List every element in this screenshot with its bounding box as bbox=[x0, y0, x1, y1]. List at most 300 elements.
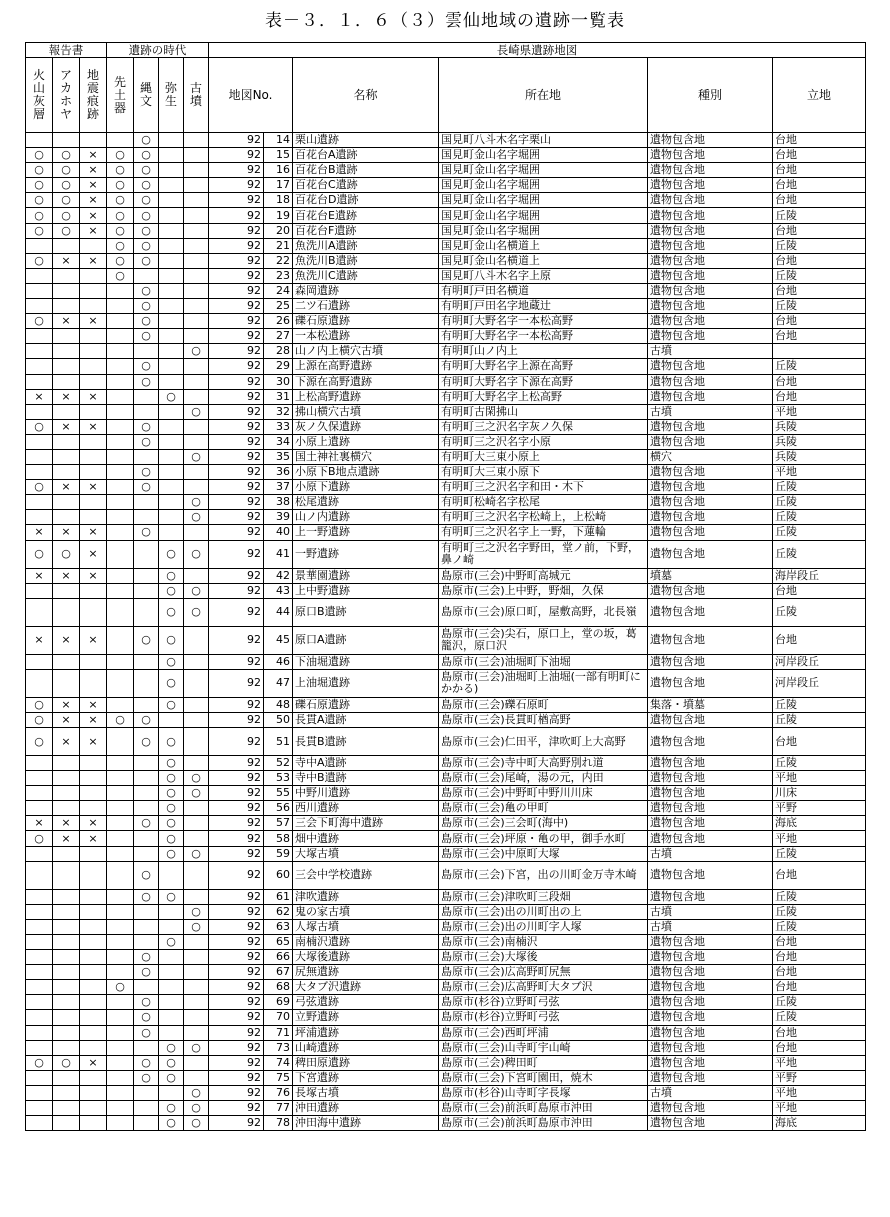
cell-map-number: 58 bbox=[264, 831, 293, 846]
cell-map-sheet: 92 bbox=[209, 329, 264, 344]
cell-map-sheet: 92 bbox=[209, 374, 264, 389]
cell-map-sheet: 92 bbox=[209, 510, 264, 525]
cell-yayoi bbox=[159, 995, 184, 1010]
cell-kofun bbox=[184, 1055, 209, 1070]
cell-location: 島原市(三会)油堀町上油堀(一部有明町にかかる) bbox=[439, 669, 648, 697]
cell-map-sheet: 92 bbox=[209, 223, 264, 238]
cell-yayoi bbox=[159, 465, 184, 480]
col-header-quake-label: 地震痕跡 bbox=[87, 68, 100, 121]
cell-map-sheet: 92 bbox=[209, 801, 264, 816]
cell-name: 南楠沢遺跡 bbox=[293, 934, 439, 949]
cell-akahoya bbox=[53, 980, 80, 995]
cell-map-sheet: 92 bbox=[209, 1040, 264, 1055]
cell-preceramic bbox=[107, 583, 134, 598]
cell-kofun bbox=[184, 568, 209, 583]
cell-quake: × bbox=[80, 223, 107, 238]
cell-map-number: 18 bbox=[264, 193, 293, 208]
table-row bbox=[26, 434, 866, 449]
cell-jomon: ○ bbox=[134, 163, 159, 178]
cell-ash bbox=[26, 980, 53, 995]
cell-akahoya bbox=[53, 1010, 80, 1025]
cell-type: 遺物包含地 bbox=[648, 238, 773, 253]
cell-kofun: ○ bbox=[184, 404, 209, 419]
cell-type: 遺物包含地 bbox=[648, 374, 773, 389]
cell-location: 島原市(三会)中野町中野川川床 bbox=[439, 786, 648, 801]
col-header-jomon-label: 縄文 bbox=[140, 81, 153, 108]
cell-akahoya: ○ bbox=[53, 148, 80, 163]
header-group-row bbox=[26, 43, 866, 58]
cell-quake bbox=[80, 934, 107, 949]
table-row bbox=[26, 904, 866, 919]
cell-type: 遺物包含地 bbox=[648, 223, 773, 238]
cell-map-number: 52 bbox=[264, 756, 293, 771]
cell-map-number: 67 bbox=[264, 965, 293, 980]
cell-jomon bbox=[134, 1040, 159, 1055]
cell-yayoi: ○ bbox=[159, 598, 184, 626]
cell-ash bbox=[26, 889, 53, 904]
cell-preceramic bbox=[107, 889, 134, 904]
cell-quake bbox=[80, 283, 107, 298]
cell-site: 平野 bbox=[773, 1070, 866, 1085]
cell-yayoi bbox=[159, 449, 184, 464]
cell-quake bbox=[80, 756, 107, 771]
cell-preceramic bbox=[107, 1116, 134, 1131]
cell-map-sheet: 92 bbox=[209, 583, 264, 598]
cell-name: 百花台A遺跡 bbox=[293, 148, 439, 163]
cell-quake bbox=[80, 268, 107, 283]
cell-map-number: 66 bbox=[264, 950, 293, 965]
cell-location: 有明町古閑拂山 bbox=[439, 404, 648, 419]
cell-site: 丘陵 bbox=[773, 919, 866, 934]
cell-quake: × bbox=[80, 712, 107, 727]
cell-ash: × bbox=[26, 816, 53, 831]
cell-map-number: 38 bbox=[264, 495, 293, 510]
cell-map-number: 57 bbox=[264, 816, 293, 831]
cell-quake: × bbox=[80, 148, 107, 163]
cell-yayoi: ○ bbox=[159, 934, 184, 949]
table-row bbox=[26, 1100, 866, 1115]
cell-kofun bbox=[184, 299, 209, 314]
table-row bbox=[26, 525, 866, 540]
cell-name: 百花台D遺跡 bbox=[293, 193, 439, 208]
cell-map-sheet: 92 bbox=[209, 1085, 264, 1100]
cell-quake: × bbox=[80, 314, 107, 329]
cell-map-number: 19 bbox=[264, 208, 293, 223]
cell-name: 魚洗川A遺跡 bbox=[293, 238, 439, 253]
cell-type: 遺物包含地 bbox=[648, 495, 773, 510]
cell-map-number: 77 bbox=[264, 1100, 293, 1115]
cell-location: 島原市(三会)上中野，野畑，久保 bbox=[439, 583, 648, 598]
cell-preceramic bbox=[107, 449, 134, 464]
cell-name: 大タブ沢遺跡 bbox=[293, 980, 439, 995]
cell-akahoya: ○ bbox=[53, 540, 80, 568]
cell-yayoi: ○ bbox=[159, 568, 184, 583]
cell-kofun bbox=[184, 669, 209, 697]
cell-site: 台地 bbox=[773, 980, 866, 995]
cell-site: 台地 bbox=[773, 950, 866, 965]
cell-akahoya: ○ bbox=[53, 208, 80, 223]
cell-ash bbox=[26, 919, 53, 934]
col-header-yayoi bbox=[159, 58, 184, 133]
cell-type: 遺物包含地 bbox=[648, 1055, 773, 1070]
cell-site: 台地 bbox=[773, 314, 866, 329]
cell-quake bbox=[80, 1040, 107, 1055]
cell-ash bbox=[26, 268, 53, 283]
cell-location: 有明町三之沢名字松崎上，上松崎 bbox=[439, 510, 648, 525]
cell-kofun: ○ bbox=[184, 495, 209, 510]
cell-site: 丘陵 bbox=[773, 1010, 866, 1025]
cell-type: 遺物包含地 bbox=[648, 465, 773, 480]
cell-yayoi bbox=[159, 208, 184, 223]
cell-type: 遺物包含地 bbox=[648, 950, 773, 965]
cell-kofun bbox=[184, 1025, 209, 1040]
cell-location: 島原市(三会)大塚後 bbox=[439, 950, 648, 965]
cell-jomon: ○ bbox=[134, 133, 159, 148]
cell-kofun bbox=[184, 712, 209, 727]
cell-yayoi bbox=[159, 525, 184, 540]
cell-location: 島原市(三会)津吹町三段畑 bbox=[439, 889, 648, 904]
cell-location: 島原市(三会)尾崎，湯の元，内田 bbox=[439, 771, 648, 786]
cell-jomon: ○ bbox=[134, 728, 159, 756]
report-group-header: 報告書 bbox=[26, 43, 107, 58]
cell-type: 遺物包含地 bbox=[648, 359, 773, 374]
cell-jomon: ○ bbox=[134, 283, 159, 298]
cell-site: 台地 bbox=[773, 133, 866, 148]
cell-site: 丘陵 bbox=[773, 846, 866, 861]
cell-location: 国見町金山名字堀囲 bbox=[439, 163, 648, 178]
cell-name: 山ノ内遺跡 bbox=[293, 510, 439, 525]
cell-jomon: ○ bbox=[134, 329, 159, 344]
cell-preceramic: ○ bbox=[107, 148, 134, 163]
cell-preceramic bbox=[107, 816, 134, 831]
cell-map-sheet: 92 bbox=[209, 178, 264, 193]
cell-yayoi bbox=[159, 965, 184, 980]
table-body bbox=[26, 133, 866, 1131]
cell-map-sheet: 92 bbox=[209, 712, 264, 727]
cell-akahoya: × bbox=[53, 419, 80, 434]
table-row bbox=[26, 786, 866, 801]
cell-location: 島原市(三会)広高野町大タブ沢 bbox=[439, 980, 648, 995]
cell-preceramic bbox=[107, 756, 134, 771]
cell-yayoi bbox=[159, 1025, 184, 1040]
cell-type: 遺物包含地 bbox=[648, 148, 773, 163]
period-group-header: 遺跡の時代 bbox=[107, 43, 209, 58]
cell-akahoya bbox=[53, 1040, 80, 1055]
cell-type: 遺物包含地 bbox=[648, 1040, 773, 1055]
cell-jomon bbox=[134, 831, 159, 846]
cell-location: 島原市(三会)仁田平，津吹町上大高野 bbox=[439, 728, 648, 756]
cell-kofun bbox=[184, 283, 209, 298]
cell-location: 島原市(三会)下宮，出の川町金万寺木崎 bbox=[439, 861, 648, 889]
cell-type: 遺物包含地 bbox=[648, 995, 773, 1010]
cell-type: 横穴 bbox=[648, 449, 773, 464]
cell-name: 松尾遺跡 bbox=[293, 495, 439, 510]
cell-site: 丘陵 bbox=[773, 904, 866, 919]
cell-jomon bbox=[134, 846, 159, 861]
cell-site: 丘陵 bbox=[773, 268, 866, 283]
cell-preceramic bbox=[107, 1055, 134, 1070]
cell-akahoya bbox=[53, 598, 80, 626]
cell-location: 島原市(三会)出の川町字人塚 bbox=[439, 919, 648, 934]
page-title: 表－３．１．６（３）雲仙地域の遺跡一覧表 bbox=[265, 11, 625, 31]
cell-preceramic bbox=[107, 598, 134, 626]
table-row bbox=[26, 419, 866, 434]
cell-jomon bbox=[134, 801, 159, 816]
cell-ash bbox=[26, 771, 53, 786]
cell-type: 遺物包含地 bbox=[648, 771, 773, 786]
cell-akahoya bbox=[53, 934, 80, 949]
cell-jomon: ○ bbox=[134, 359, 159, 374]
cell-name: 原口A遺跡 bbox=[293, 626, 439, 654]
cell-kofun bbox=[184, 178, 209, 193]
cell-akahoya bbox=[53, 965, 80, 980]
cell-name: 長塚古墳 bbox=[293, 1085, 439, 1100]
cell-akahoya bbox=[53, 1085, 80, 1100]
cell-kofun bbox=[184, 374, 209, 389]
col-header-name: 名称 bbox=[293, 58, 439, 133]
cell-name: 百花台C遺跡 bbox=[293, 178, 439, 193]
cell-map-number: 45 bbox=[264, 626, 293, 654]
cell-location: 有明町大三東小原上 bbox=[439, 449, 648, 464]
cell-name: 一野遺跡 bbox=[293, 540, 439, 568]
cell-location: 国見町金山名横道上 bbox=[439, 238, 648, 253]
cell-akahoya bbox=[53, 495, 80, 510]
cell-name: 国土神社裏横穴 bbox=[293, 449, 439, 464]
table-row bbox=[26, 253, 866, 268]
cell-site: 河岸段丘 bbox=[773, 654, 866, 669]
cell-yayoi: ○ bbox=[159, 801, 184, 816]
cell-quake bbox=[80, 495, 107, 510]
cell-jomon bbox=[134, 389, 159, 404]
cell-yayoi: ○ bbox=[159, 626, 184, 654]
cell-kofun: ○ bbox=[184, 786, 209, 801]
cell-map-sheet: 92 bbox=[209, 831, 264, 846]
table-row bbox=[26, 344, 866, 359]
cell-type: 遺物包含地 bbox=[648, 253, 773, 268]
table-row bbox=[26, 1025, 866, 1040]
cell-site: 兵陵 bbox=[773, 449, 866, 464]
cell-preceramic bbox=[107, 1025, 134, 1040]
cell-akahoya: × bbox=[53, 831, 80, 846]
cell-ash: ○ bbox=[26, 193, 53, 208]
cell-akahoya bbox=[53, 904, 80, 919]
cell-quake: × bbox=[80, 540, 107, 568]
cell-ash bbox=[26, 583, 53, 598]
cell-map-number: 70 bbox=[264, 1010, 293, 1025]
cell-yayoi bbox=[159, 329, 184, 344]
cell-akahoya: ○ bbox=[53, 1055, 80, 1070]
cell-akahoya bbox=[53, 771, 80, 786]
cell-type: 集落・墳墓 bbox=[648, 697, 773, 712]
table-row bbox=[26, 1010, 866, 1025]
cell-quake: × bbox=[80, 193, 107, 208]
cell-location: 島原市(三会)西町坪浦 bbox=[439, 1025, 648, 1040]
table-row bbox=[26, 510, 866, 525]
cell-ash: ○ bbox=[26, 831, 53, 846]
cell-quake bbox=[80, 950, 107, 965]
cell-name: 山ノ内上横穴古墳 bbox=[293, 344, 439, 359]
cell-map-number: 40 bbox=[264, 525, 293, 540]
cell-site: 丘陵 bbox=[773, 238, 866, 253]
cell-site: 丘陵 bbox=[773, 697, 866, 712]
cell-map-number: 34 bbox=[264, 434, 293, 449]
cell-type: 遺物包含地 bbox=[648, 786, 773, 801]
cell-preceramic bbox=[107, 904, 134, 919]
cell-jomon bbox=[134, 756, 159, 771]
cell-jomon: ○ bbox=[134, 626, 159, 654]
cell-site: 台地 bbox=[773, 1025, 866, 1040]
cell-jomon: ○ bbox=[134, 480, 159, 495]
cell-preceramic bbox=[107, 1070, 134, 1085]
cell-type: 古墳 bbox=[648, 919, 773, 934]
cell-akahoya bbox=[53, 1025, 80, 1040]
cell-map-number: 41 bbox=[264, 540, 293, 568]
cell-ash: ○ bbox=[26, 712, 53, 727]
cell-map-sheet: 92 bbox=[209, 669, 264, 697]
cell-map-sheet: 92 bbox=[209, 525, 264, 540]
cell-kofun bbox=[184, 626, 209, 654]
cell-kofun bbox=[184, 268, 209, 283]
cell-kofun: ○ bbox=[184, 771, 209, 786]
cell-kofun: ○ bbox=[184, 919, 209, 934]
cell-map-sheet: 92 bbox=[209, 299, 264, 314]
cell-kofun bbox=[184, 1070, 209, 1085]
cell-jomon: ○ bbox=[134, 178, 159, 193]
cell-ash: × bbox=[26, 389, 53, 404]
cell-name: 西川遺跡 bbox=[293, 801, 439, 816]
cell-site: 丘陵 bbox=[773, 712, 866, 727]
cell-preceramic bbox=[107, 495, 134, 510]
cell-type: 遺物包含地 bbox=[648, 1100, 773, 1115]
cell-name: 三会中学校遺跡 bbox=[293, 861, 439, 889]
cell-ash bbox=[26, 846, 53, 861]
cell-kofun: ○ bbox=[184, 598, 209, 626]
cell-akahoya bbox=[53, 1100, 80, 1115]
cell-yayoi bbox=[159, 268, 184, 283]
cell-yayoi: ○ bbox=[159, 1116, 184, 1131]
cell-yayoi bbox=[159, 919, 184, 934]
cell-yayoi: ○ bbox=[159, 771, 184, 786]
cell-location: 島原市(杉谷)立野町弓弦 bbox=[439, 995, 648, 1010]
cell-map-number: 73 bbox=[264, 1040, 293, 1055]
cell-akahoya bbox=[53, 1070, 80, 1085]
table-row bbox=[26, 1085, 866, 1100]
cell-preceramic bbox=[107, 995, 134, 1010]
cell-map-number: 42 bbox=[264, 568, 293, 583]
cell-yayoi: ○ bbox=[159, 1055, 184, 1070]
cell-quake: × bbox=[80, 831, 107, 846]
cell-map-sheet: 92 bbox=[209, 861, 264, 889]
cell-preceramic bbox=[107, 344, 134, 359]
cell-map-number: 63 bbox=[264, 919, 293, 934]
cell-preceramic bbox=[107, 568, 134, 583]
table-row bbox=[26, 238, 866, 253]
col-header-yayoi-label: 弥生 bbox=[165, 81, 178, 108]
cell-preceramic: ○ bbox=[107, 712, 134, 727]
cell-name: 人塚古墳 bbox=[293, 919, 439, 934]
cell-yayoi bbox=[159, 178, 184, 193]
cell-type: 遺物包含地 bbox=[648, 1010, 773, 1025]
cell-name: 沖田海中遺跡 bbox=[293, 1116, 439, 1131]
table-row bbox=[26, 223, 866, 238]
cell-site: 平地 bbox=[773, 1055, 866, 1070]
cell-quake bbox=[80, 583, 107, 598]
cell-preceramic bbox=[107, 697, 134, 712]
cell-kofun bbox=[184, 148, 209, 163]
cell-map-sheet: 92 bbox=[209, 495, 264, 510]
cell-kofun bbox=[184, 934, 209, 949]
cell-map-sheet: 92 bbox=[209, 654, 264, 669]
cell-akahoya bbox=[53, 786, 80, 801]
cell-jomon: ○ bbox=[134, 995, 159, 1010]
cell-name: 沖田遺跡 bbox=[293, 1100, 439, 1115]
cell-yayoi bbox=[159, 148, 184, 163]
cell-kofun bbox=[184, 1010, 209, 1025]
cell-quake bbox=[80, 434, 107, 449]
table-row bbox=[26, 480, 866, 495]
table-row bbox=[26, 846, 866, 861]
cell-akahoya bbox=[53, 654, 80, 669]
cell-type: 遺物包含地 bbox=[648, 654, 773, 669]
cell-location: 国見町金山名横道上 bbox=[439, 253, 648, 268]
cell-type: 遺物包含地 bbox=[648, 329, 773, 344]
cell-type: 遺物包含地 bbox=[648, 1070, 773, 1085]
cell-map-number: 56 bbox=[264, 801, 293, 816]
cell-quake bbox=[80, 359, 107, 374]
cell-quake bbox=[80, 510, 107, 525]
table-row bbox=[26, 712, 866, 727]
cell-site: 台地 bbox=[773, 389, 866, 404]
cell-akahoya: ○ bbox=[53, 223, 80, 238]
cell-jomon bbox=[134, 449, 159, 464]
cell-preceramic bbox=[107, 861, 134, 889]
map-group-header: 長崎県遺跡地図 bbox=[209, 43, 866, 58]
cell-site: 平野 bbox=[773, 801, 866, 816]
cell-site: 丘陵 bbox=[773, 208, 866, 223]
cell-ash bbox=[26, 299, 53, 314]
cell-yayoi bbox=[159, 510, 184, 525]
col-header-site: 立地 bbox=[773, 58, 866, 133]
table-row bbox=[26, 359, 866, 374]
cell-akahoya bbox=[53, 268, 80, 283]
cell-jomon bbox=[134, 344, 159, 359]
cell-jomon bbox=[134, 919, 159, 934]
cell-map-sheet: 92 bbox=[209, 950, 264, 965]
cell-site: 台地 bbox=[773, 728, 866, 756]
cell-location: 有明町大野名字下源在高野 bbox=[439, 374, 648, 389]
cell-preceramic bbox=[107, 299, 134, 314]
cell-preceramic bbox=[107, 786, 134, 801]
cell-jomon bbox=[134, 268, 159, 283]
cell-location: 島原市(三会)坪原・亀の甲，御手水町 bbox=[439, 831, 648, 846]
cell-preceramic bbox=[107, 283, 134, 298]
table-row bbox=[26, 583, 866, 598]
cell-map-sheet: 92 bbox=[209, 934, 264, 949]
table-row bbox=[26, 816, 866, 831]
col-header-kofun-label: 古墳 bbox=[190, 81, 203, 108]
cell-location: 島原市(三会)尖石，原口上，堂の坂，葛籠沢，原口沢 bbox=[439, 626, 648, 654]
cell-map-sheet: 92 bbox=[209, 480, 264, 495]
cell-ash bbox=[26, 404, 53, 419]
cell-map-sheet: 92 bbox=[209, 728, 264, 756]
cell-quake bbox=[80, 904, 107, 919]
table-row bbox=[26, 980, 866, 995]
cell-map-sheet: 92 bbox=[209, 404, 264, 419]
cell-yayoi bbox=[159, 861, 184, 889]
cell-type: 遺物包含地 bbox=[648, 934, 773, 949]
cell-kofun bbox=[184, 654, 209, 669]
cell-kofun bbox=[184, 359, 209, 374]
